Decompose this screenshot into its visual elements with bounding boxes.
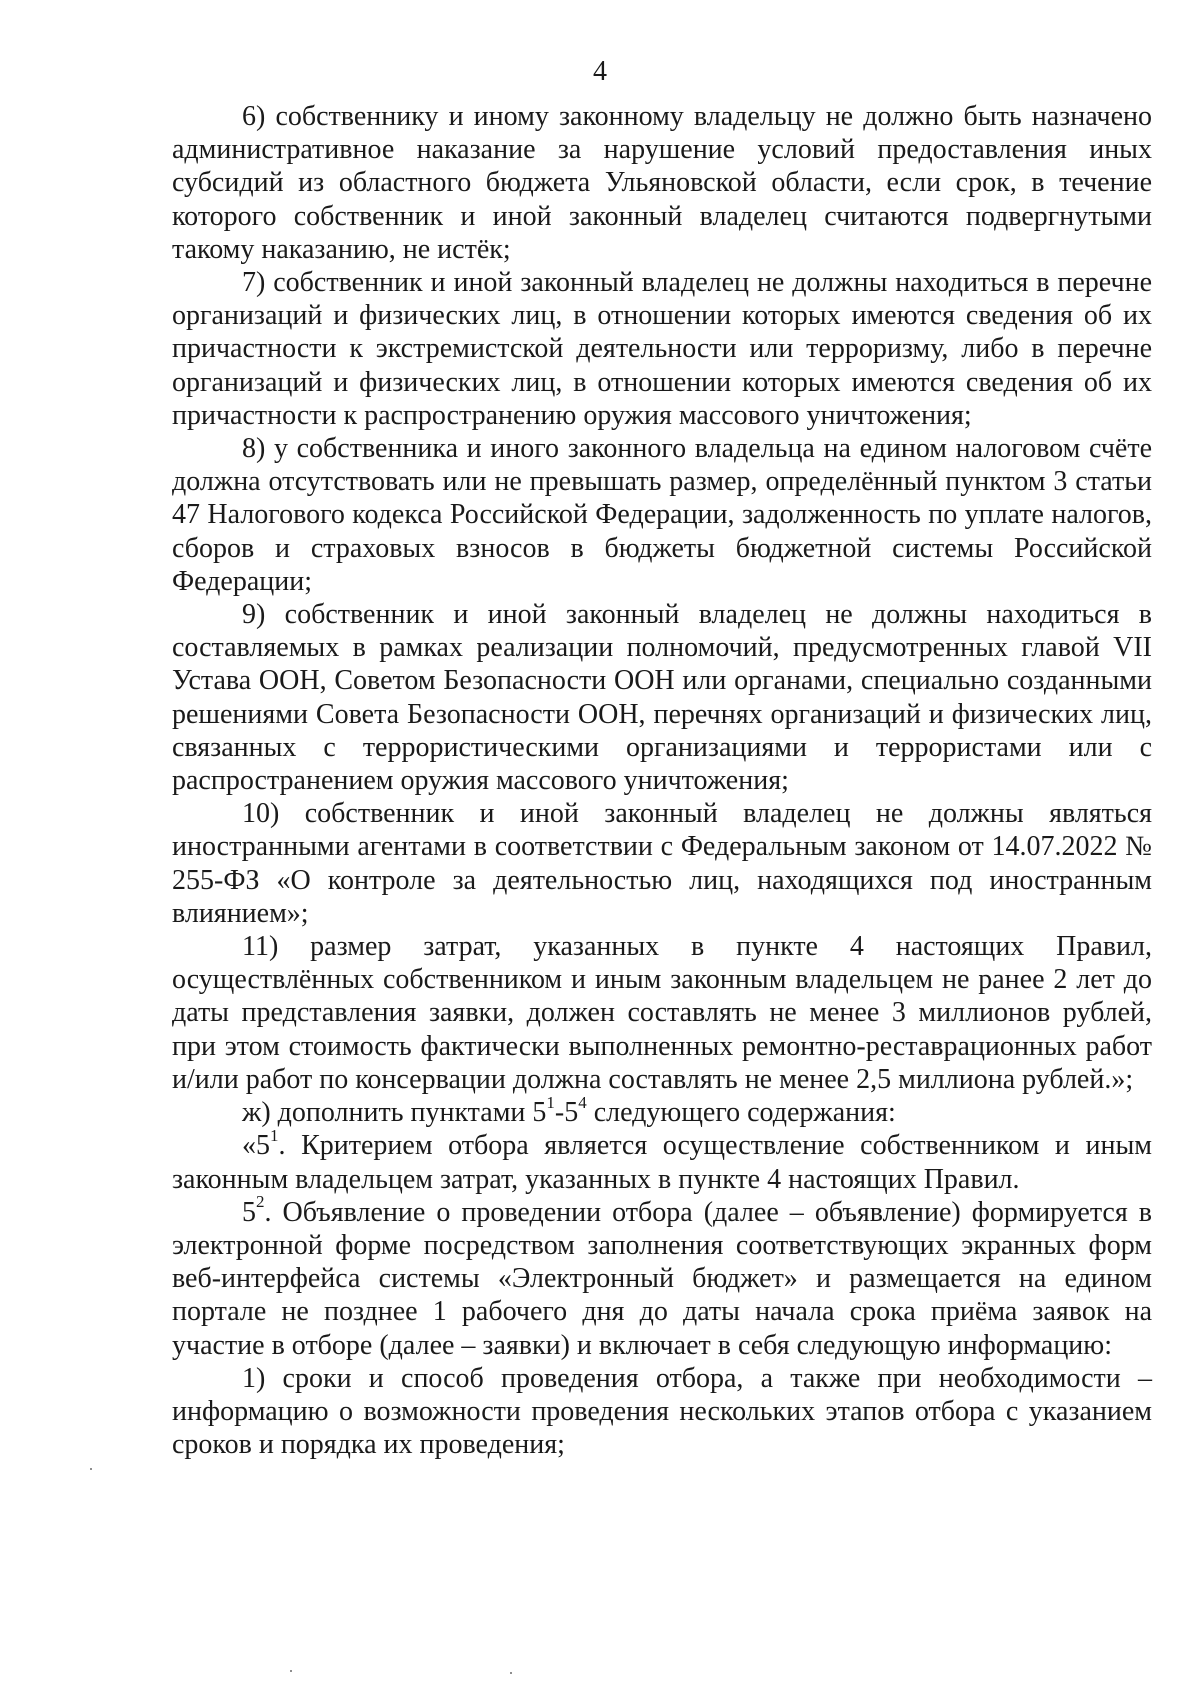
amendment-prefix: ж) дополнить пунктами 5 — [242, 1097, 547, 1129]
amendment-line — [172, 1092, 1152, 1129]
paragraph-5-2 — [172, 1192, 1152, 1362]
scan-speck — [510, 1672, 512, 1674]
paragraph-list-item-1: 1) сроки и способ проведения отбора, а также при необходимости – информацию о возможности проведения нескольких этапов отбора с указанием сроков и порядка их проведения; — [172, 1362, 1152, 1461]
amendment-sup-start: 1 — [546, 1092, 555, 1112]
paragraph-item-11: 11) размер затрат, указанных в пункте 4 настоящих Правил, осуществлённых собственником и иным законным владельцем не ранее 2 лет до даты представления заявки, должен составлять не менее 3 миллионов рублей, при этом стоимость фактически выполненных ремонтно-реставрационных работ и/или работ по консервации должна составлять не менее 2,5 миллиона рублей.»; — [172, 931, 1152, 1095]
document-body — [172, 100, 1152, 1461]
amendment-sup-end: 4 — [578, 1092, 587, 1112]
paragraph-item-10: 10) собственник и иной законный владелец не должны являться иностранными агентами в соответствии с Федеральным законом от 14.07.2022 № 255-ФЗ «О контроле за деятельностью лиц, находящихся под иностранным влиянием»; — [172, 798, 1152, 929]
page-number: 4 — [593, 56, 607, 87]
paragraph-5-1-sup: 1 — [270, 1125, 279, 1145]
paragraph-5-2-text: . Объявление о проведении отбора (далее – объявление) формируется в электронной форме посредством заполнения соответствующих экранных форм веб-интерфейса системы «Электронный бюджет» и размещается на едином портале не позднее 1 рабочего дня до даты начала срока приёма заявок на участие в отборе (далее – заявки) и включает в себя следующую информацию: — [172, 1196, 1152, 1361]
paragraph-5-1-prefix: «5 — [242, 1130, 270, 1162]
paragraph-item-6: 6) собственнику и иному законному владельцу не должно быть назначено административное наказание за нарушение условий предоставления иных субсидий из областного бюджета Ульяновской области, если срок, в течение которого собственник и иной законный владелец считаются подвергнутыми такому наказанию, не истёк; — [172, 101, 1152, 265]
paragraph-5-1-text: . Критерием отбора является осуществление собственником и иным законным владельцем затрат, указанных в пункте 4 настоящих Правил. — [172, 1130, 1152, 1195]
paragraph-5-1 — [172, 1125, 1152, 1195]
paragraph-item-7: 7) собственник и иной законный владелец не должны находиться в перечне организаций и физических лиц, в отношении которых имеются сведения об их причастности к экстремистской деятельности или терроризму, либо в перечне организаций и физических лиц, в отношении которых имеются сведения об их причастности к распространению оружия массового уничтожения; — [172, 267, 1152, 431]
scan-speck — [90, 1468, 92, 1470]
scan-speck — [290, 1670, 292, 1672]
paragraph-5-2-sup: 2 — [256, 1192, 265, 1212]
paragraph-item-8: 8) у собственника и иного законного владельца на едином налоговом счёте должна отсутствовать или не превышать размер, определённый пунктом 3 статьи 47 Налогового кодекса Российской Федерации, задолженность по уплате налогов, сборов и страховых взносов в бюджеты бюджетной системы Российской Федерации; — [172, 433, 1152, 597]
paragraph-5-2-prefix: 5 — [242, 1196, 256, 1228]
amendment-dash: -5 — [554, 1097, 579, 1129]
amendment-suffix: следующего содержания: — [586, 1097, 896, 1129]
paragraph-item-9: 9) собственник и иной законный владелец не должны находиться в составляемых в рамках реализации полномочий, предусмотренных главой VII Устава ООН, Советом Безопасности ООН или органами, специально созданными решениями Совета Безопасности ООН, перечнях организаций и физических лиц, связанных с террористическими организациями и террористами или с распространением оружия массового уничтожения; — [172, 599, 1152, 797]
